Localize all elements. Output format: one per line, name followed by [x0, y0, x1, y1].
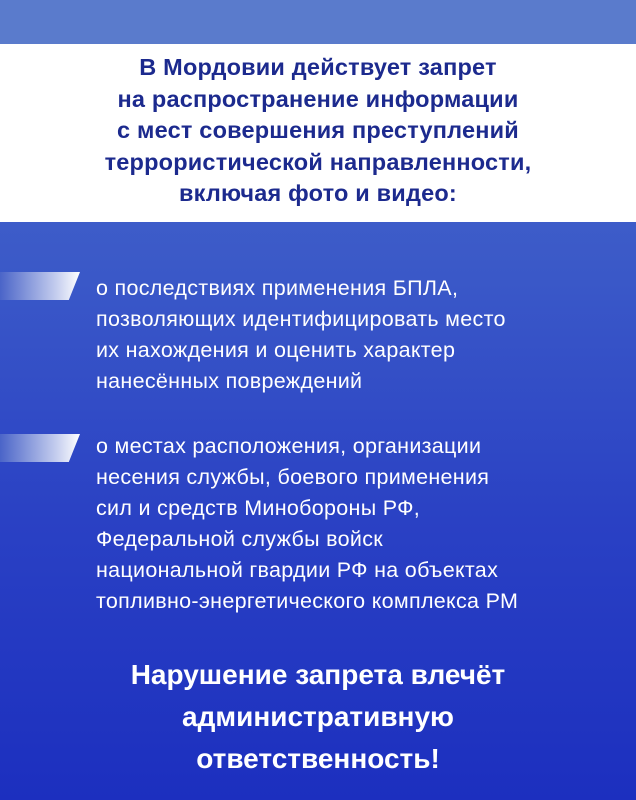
page-title: В Мордовии действует запрет на распространение информации с мест совершения преступлений террористической направленности, включая фото и видео:	[104, 54, 532, 207]
bullet-marker-icon	[0, 272, 80, 300]
bullet-marker-icon	[0, 434, 80, 462]
list-item-text: о местах расположения, организации несения службы, боевого применения сил и средств Минобороны РФ, Федеральной службы войск национальной гвардии РФ на объектах топливно-энергетического комплекса РМ	[96, 434, 519, 613]
top-band	[0, 0, 636, 44]
header-panel	[0, 44, 636, 222]
list-item-text: о последствиях применения БПЛА, позволяющих идентифицировать место их нахождения и оценить характер нанесённых повреждений	[96, 276, 506, 393]
warning-text: Нарушение запрета влечёт административную ответственность!	[130, 659, 506, 774]
